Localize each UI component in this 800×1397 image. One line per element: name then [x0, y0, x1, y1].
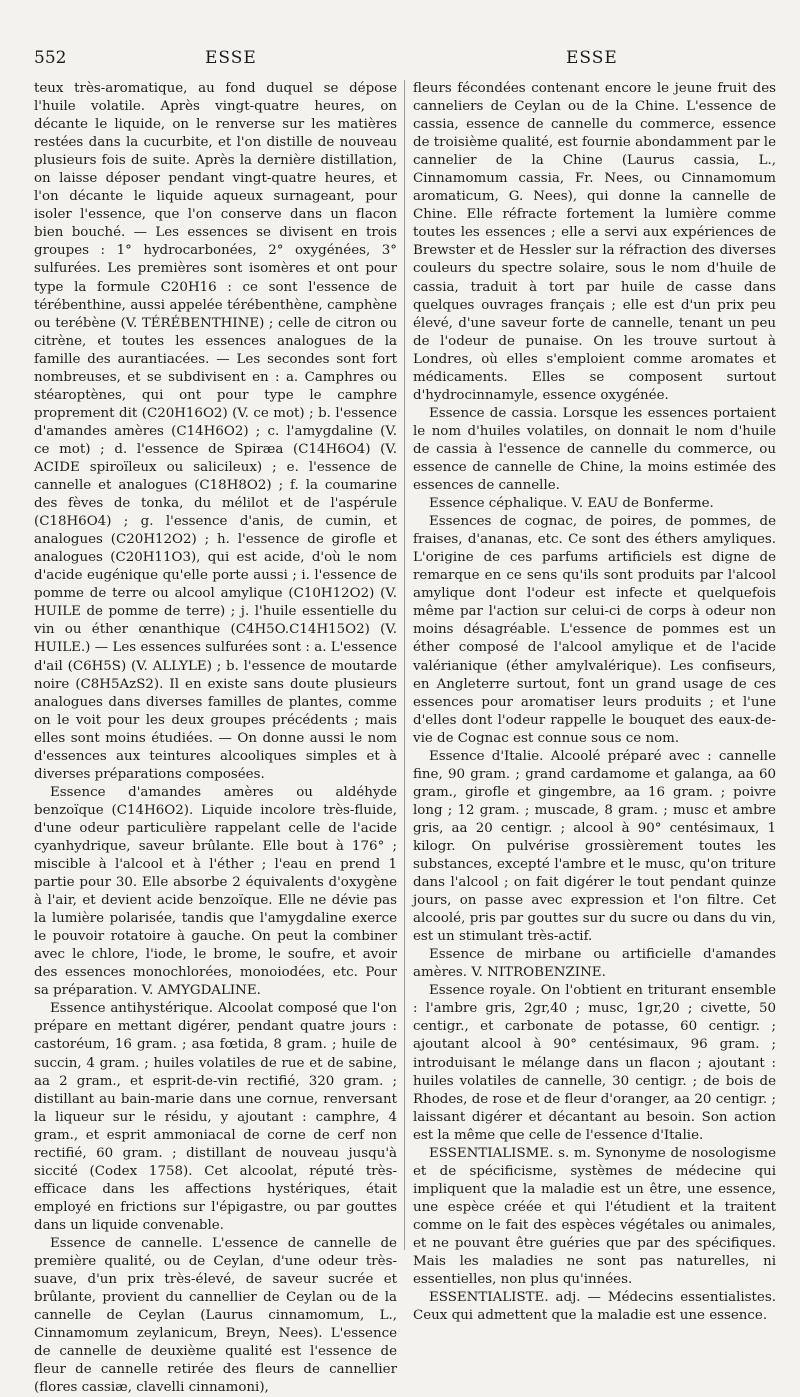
entry-amandes-ameres: Essence d'amandes amères ou aldéhyde benzoïque (C14H6O2). Liquide incolore très-fluide, d'une odeur particulière rappelant celle de l'acide cyanhydrique, saveur brûlante. Elle bout à 176° ; miscible à l'alcool et à l'éther ; l'eau en prend 1 partie pour 30. Elle absorbe 2 équivalents d'oxygène à l'air, et devient acide benzoïque. Elle ne dévie pas la lumière polarisée, tandis que l'amygdaline exerce le pouvoir rotatoire à gauche. On peut la combiner avec le chlore, l'iode, le brome, le soufre, et avoir des essences monochlorées, monoiodées, etc. Pour sa préparation. V. AMYGDALINE.: [34, 784, 397, 999]
entry-italie: Essence d'Italie. Alcoolé préparé avec : cannelle fine, 90 gram. ; grand cardamome et galanga, aa 60 gram., girofle et gingembre, aa 16 gram. ; poivre long ; 12 gram. ; muscade, 8 gram. ; musc et ambre gris, aa 20 centigr. ; alcool à 90° centésimaux, 1 kilogr. On pulvérise grossièrement toutes les substances, excepté l'ambre et le musc, qu'on triture dans l'alcool ; on fait digérer le tout pendant quinze jours, on passe avec expression et l'on filtre. Cet alcoolé, pris par gouttes sur du sucre ou dans du vin, est un stimulant très-actif.: [413, 748, 776, 945]
entry-cassia: Essence de cassia. Lorsque les essences portaient le nom d'huiles volatiles, on donnait le nom d'huile de cassia à l'essence de cannelle du commerce, ou essence de cannelle de Chine, la moins estimée des essences de cannelle.: [413, 405, 776, 494]
right-column: [413, 80, 776, 1324]
right-running-head: ESSE: [566, 48, 618, 68]
left-column: [34, 80, 397, 1396]
entry-cannelle: Essence de cannelle. L'essence de cannelle de première qualité, ou de Ceylan, d'une odeur très-suave, d'un prix très-élevé, de saveur sucrée et brûlante, provient du cannellier de Ceylan ou de la cannelle de Ceylan (Laurus cinnamomum, L., Cinnamomum zeylanicum, Breyn, Nees). L'essence de cannelle de deuxième qualité est l'essence de fleur de cannelle retirée des fleurs de cannellier (flores cassiæ, clavelli cinnamoni),: [34, 1236, 397, 1396]
entry-cephalique: Essence céphalique. V. EAU de Bonferme.: [429, 496, 714, 512]
left-running-head: ESSE: [205, 48, 257, 68]
entry-cognac: Essences de cognac, de poires, de pommes, de fraises, d'ananas, etc. Ce sont des éthers amyliques. L'origine de ces parfums artificiels est digne de remarque en ce sens qu'ils sont produits par l'alcool amylique dont l'odeur est infecte et quelquefois même par l'action sur celui-ci de corps à odeur non moins désagréable. L'essence de pommes est un éther composé de l'alcool amylique et de l'acide valérianique (éther amylvalérique). Les confiseurs, en Angleterre surtout, font un grand usage de ces essences pour aromatiser leurs produits ; et l'une d'elles dont l'odeur rappelle le bouquet des eaux-de-vie de Cognac est connue sous ce nom.: [413, 514, 776, 746]
entry-mirbane: Essence de mirbane ou artificielle d'amandes amères. V. NITROBENZINE.: [413, 947, 776, 981]
page-header: [0, 48, 800, 74]
entry-royale: Essence royale. On l'obtient en triturant ensemble : l'ambre gris, 2gr,40 ; musc, 1gr,20 ; civette, 50 centigr., et carbonate de potasse, 60 centigr. ; ajoutant alcool à 90° centésimaux, 96 gram. ; introduisant le mélange dans un flacon ; ajoutant : huiles volatiles de cannelle, 30 centigr. ; de bois de Rhodes, de rose et de fleur d'oranger, aa 20 centigr. ; laissant digérer et décantant au besoin. Son action est la même que celle de l'essence d'Italie.: [413, 983, 776, 1143]
entry-essentialiste: ESSENTIALISTE. adj. — Médecins essentialistes. Ceux qui admettent que la maladie est une essence.: [413, 1290, 776, 1324]
entry-antihysterique: Essence antihystérique. Alcoolat composé que l'on prépare en mettant digérer, pendant quatre jours : castoréum, 16 gram. ; asa fœtida, 8 gram. ; huile de succin, 4 gram. ; huiles volatiles de rue et de sabine, aa 2 gram., et esprit-de-vin rectifié, 320 gram. ; distillant au bain-marie dans une cornue, renversant la liqueur sur le résidu, y ajoutant : camphre, 4 gram., et esprit ammoniacal de corne de cerf non rectifié, 60 gram. ; distillant de nouveau jusqu'à siccité (Codex 1758). Cet alcoolat, réputé très-efficace dans les affections hystériques, était employé en frictions sur l'épigastre, ou par gouttes dans un liquide convenable.: [34, 1001, 397, 1233]
entry-essentialisme: ESSENTIALISME. s. m. Synonyme de nosologisme et de spécificisme, systèmes de médecine qui impliquent que la maladie est un être, une essence, une espèce créée et qui l'étudient et la traitent comme on le fait des espèces végétales ou animales, et ne pouvant être guéries que par des spécifiques. Mais les maladies ne sont pas naturelles, ni essentielles, non plus qu'innées.: [413, 1145, 776, 1288]
column-divider: [404, 80, 405, 1250]
paragraph-essence-groups: teux très-aromatique, au fond duquel se dépose l'huile volatile. Après vingt-quatre heures, on décante le liquide, on le renverse sur les matières restées dans la cucurbite, et l'on distille de nouveau plusieurs fois de suite. Après la dernière distillation, on laisse déposer pendant vingt-quatre heures, et l'on décante le liquide aqueux surnageant, pour isoler l'essence, que l'on conserve dans un flacon bien bouché. — Les essences se divisent en trois groupes : 1° hydrocarbonées, 2° oxygénées, 3° sulfurées. Les premières sont isomères et ont pour type la formule C20H16 : ce sont l'essence de térébenthine, aussi appelée térébenthène, camphène ou terébène (V. TÉRÉBENTHINE) ; celle de citron ou citrène, et toutes les essences analogues de la famille des aurantiacées. — Les secondes sont fort nombreuses, et se subdivisent en : a. Camphres ou stéaroptènes, qui ont pour type le camphre proprement dit (C20H16O2) (V. ce mot) ; b. l'essence d'amandes amères (C14H6O2) ; c. l'amygdaline (V. ce mot) ; d. l'essence de Spiræa (C14H6O4) (V. ACIDE spiroïleux ou salicileux) ; e. l'essence de cannelle et analogues (C18H8O2) ; f. la coumarine des fèves de tonka, du mélilot et de l'aspérule (C18H6O4) ; g. l'essence d'anis, de cumin, et analogues (C20H12O2) ; h. l'essence de girofle et analogues (C20H11O3), qui est acide, d'où le nom d'acide eugénique qu'elle porte aussi ; i. l'essence de pomme de terre ou alcool amylique (C10H12O2) (V. HUILE de pomme de terre) ; j. l'huile essentielle du vin ou éther œnanthique (C4H5O.C14H15O2) (V. HUILE.) — Les essences sulfurées sont : a. L'essence d'ail (C6H5S) (V. ALLYLE) ; b. l'essence de moutarde noire (C8H5AzS2). Il en existe sans doute plusieurs analogues dans diverses familles de plantes, comme on le voit pour les deux groupes précédents ; mais elles sont moins étudiées. — On donne aussi le nom d'essences aux teintures alcooliques simples et à diverses préparations composées.: [34, 81, 397, 782]
paragraph-cannelle-continued: fleurs fécondées contenant encore le jeune fruit des canneliers de Ceylan ou de la Chine. L'essence de cassia, essence de cannelle du commerce, essence de troisième qualité, est fournie abondamment par le cannelier de la Chine (Laurus cassia, L., Cinnamomum cassia, Fr. Nees, ou Cinnamomum aromaticum, G. Nees), qui donne la cannelle de Chine. Elle réfracte fortement la lumière comme toutes les essences ; elle a servi aux expériences de Brewster et de Hessler sur la réfraction des diverses couleurs du spectre solaire, sous le nom d'huile de cassia, traduit à tort par huile de casse dans quelques ouvrages français ; elle est d'un prix peu élevé, d'une saveur forte de cannelle, tenant un peu de l'odeur de punaise. On les trouve surtout à Londres, où elles s'emploient comme aromates et médicaments. Elles se composent surtout d'hydrocinnamyle, essence oxygénée.: [413, 81, 776, 403]
page-number: 552: [34, 48, 67, 68]
